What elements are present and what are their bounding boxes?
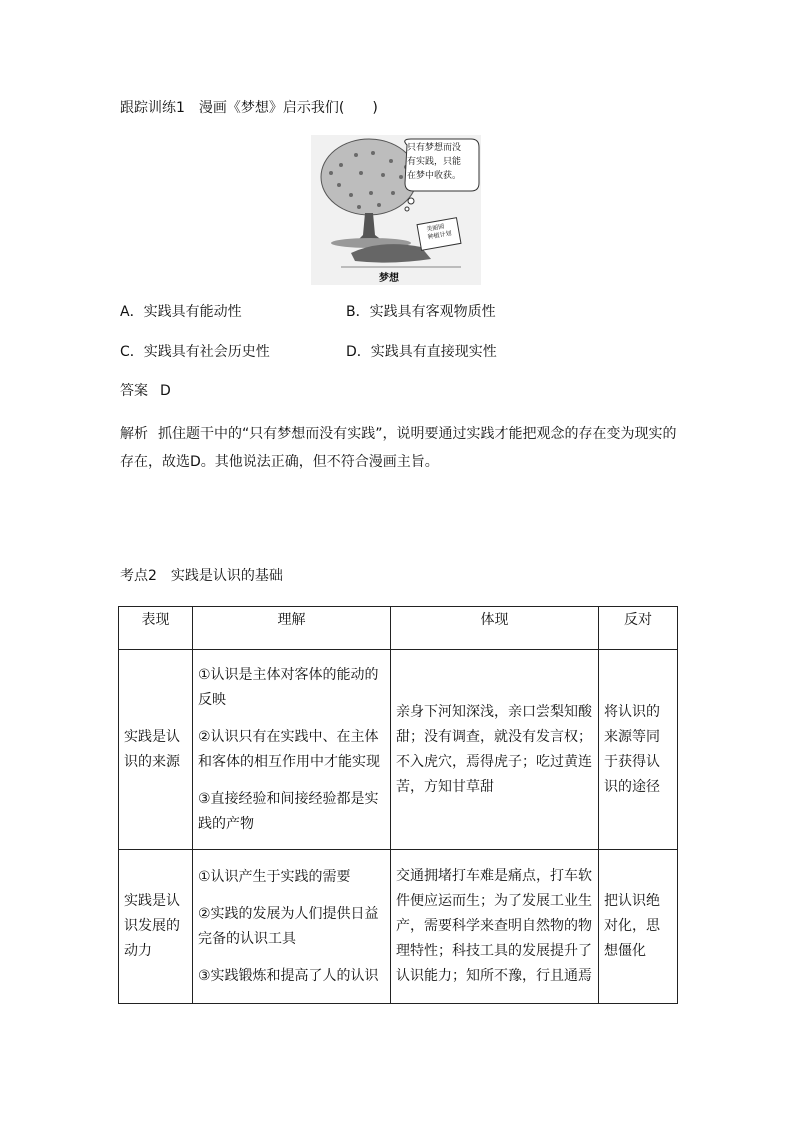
- speech-bubble-text: [407, 141, 479, 183]
- understanding-item: ①认识产生于实践的需要: [198, 868, 351, 885]
- header-cell: 表现: [119, 607, 193, 650]
- table-header-row: [119, 607, 678, 650]
- answer-line: [120, 381, 171, 401]
- understanding-item: ②实践的发展为人们提供日益完备的认识工具: [198, 905, 379, 947]
- bubble-line: 有实践，只能: [407, 157, 462, 167]
- understanding-item: ③直接经验和间接经验都是实践的产物: [198, 790, 379, 832]
- analysis-text: 抓住题干中的“只有梦想而没有实践”，说明要通过实践才能把观念的存在变为现实的存在，故选D。其他说法正确，但不符合漫画主旨。: [120, 426, 677, 470]
- answer-value: D: [160, 383, 171, 399]
- question-title: 跟踪训练1 漫画《梦想》启示我们( ): [120, 100, 378, 116]
- header-cell: 反对: [599, 607, 678, 650]
- answer-label: 答案: [120, 383, 148, 399]
- option-c: C．实践具有社会历史性: [120, 344, 270, 360]
- header-cell: 理解: [193, 607, 391, 650]
- practice-basis-table: [118, 606, 678, 1004]
- understanding-item: ②认识只有在实践中、在主体和客体的相互作用中才能实现: [198, 728, 380, 770]
- analysis-paragraph: [120, 420, 680, 476]
- analysis-label: 解析: [120, 426, 148, 442]
- oppose-cell: 将认识的来源等同于获得认识的途径: [599, 650, 678, 850]
- cartoon-caption: 梦想: [379, 273, 399, 284]
- bubble-line: 只有梦想而没: [407, 143, 462, 153]
- option-b: B．实践具有客观物质性: [346, 304, 496, 320]
- option-a: A．实践具有能动性: [120, 304, 242, 320]
- option-d: D．实践具有直接现实性: [346, 344, 497, 360]
- aspect-cell: 实践是认识发展的动力: [119, 850, 193, 1004]
- sign-line: 美丽园: [425, 223, 445, 234]
- embodiment-cell: 交通拥堵打车难是痛点，打车软件便应运而生；为了发展工业生产，需要科学来查明自然物的物理特性；科技工具的发展提升了认识能力；知所不豫，行且通焉: [391, 850, 599, 1004]
- section-title: 考点2 实践是认识的基础: [120, 568, 283, 584]
- aspect-cell: 实践是认识的来源: [119, 650, 193, 850]
- cartoon-figure: [311, 135, 481, 285]
- embodiment-cell: 亲身下河知深浅，亲口尝梨知酸甜；没有调查，就没有发言权；不入虎穴，焉得虎子；吃过黄连苦，方知甘草甜: [391, 650, 599, 850]
- understanding-cell: [193, 850, 391, 1004]
- bubble-line: 在梦中收获。: [407, 171, 462, 181]
- table-row: [119, 650, 678, 850]
- sign-line: 种植计划: [427, 229, 453, 242]
- understanding-item: ③实践锻炼和提高了人的认识: [198, 967, 379, 984]
- header-cell: 体现: [391, 607, 599, 650]
- understanding-item: ①认识是主体对客体的能动的反映: [198, 666, 379, 708]
- understanding-cell: [193, 650, 391, 850]
- table-row: [119, 850, 678, 1004]
- oppose-cell: 把认识绝对化，思想僵化: [599, 850, 678, 1004]
